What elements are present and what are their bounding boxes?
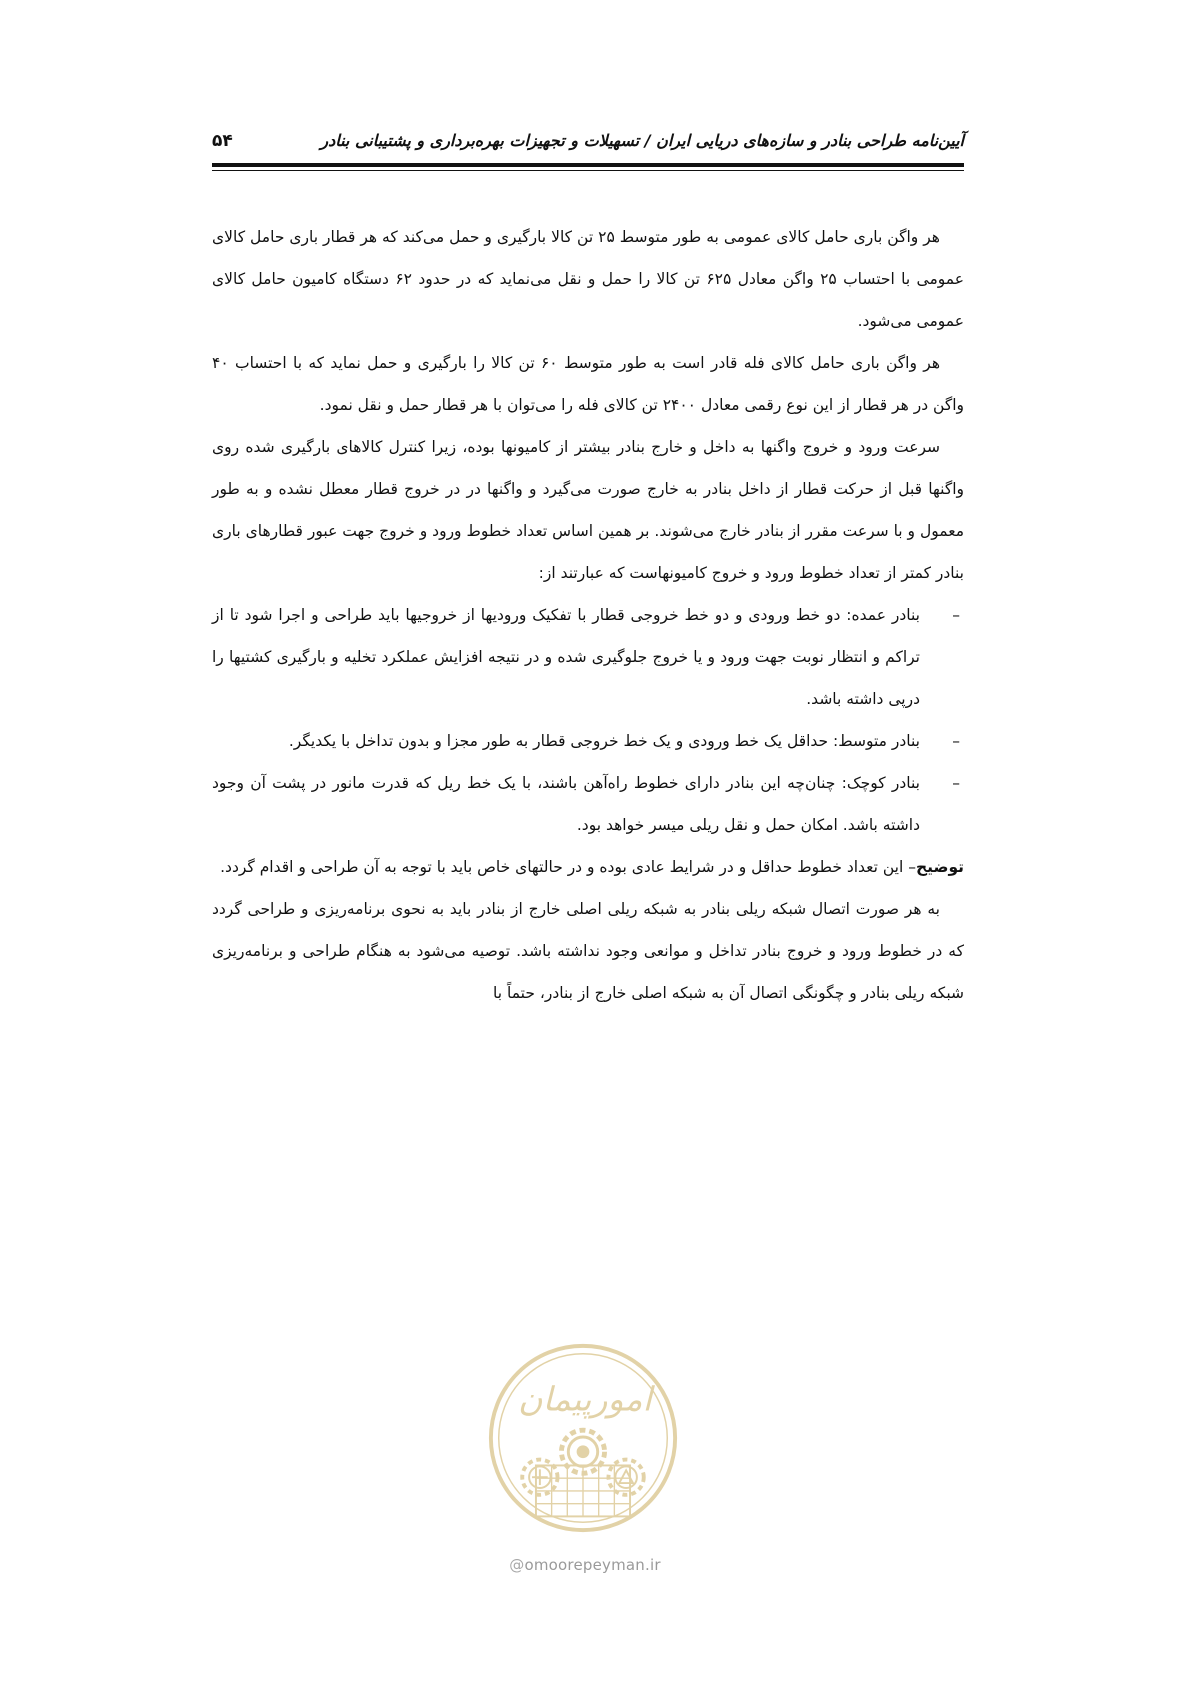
bullet-text: بنادر متوسط: حداقل یک خط ورودی و یک خط خروجی قطار به طور مجزا و بدون تداخل با یکدیگر. [288, 732, 920, 750]
note-separator: – [908, 858, 916, 876]
body-text [212, 216, 964, 1014]
bullet-dash: – [952, 606, 960, 624]
paragraph-rail-connection: به هر صورت اتصال شبکه ریلی بنادر به شبکه ریلی اصلی خارج از بنادر باید به نحوی برنامه‌ریزی و طراحی گردد که در خطوط ورود و خروج بنادر تداخل و موانعی وجود نداشته باشد. توصیه می‌شود به هنگام طراحی و برنامه‌ریزی شبکه ریلی بنادر و چگونگی اتصال آن به شبکه اصلی خارج از بنادر، حتماً با [212, 900, 964, 1002]
page-number: ۵۴ [212, 131, 233, 151]
bullet-small-ports [212, 762, 964, 846]
header-rule-thin [212, 170, 964, 171]
watermark-site [480, 1556, 690, 1574]
at-icon: @ [509, 1556, 525, 1574]
bullet-text: بنادر کوچک: چنان‌چه این بنادر دارای خطوط راه‌آهن باشند، با یک خط ریل که قدرت مانور در پشت آن وجود داشته باشد. امکان حمل و نقل ریلی میسر خواهد بود. [212, 774, 920, 834]
header-title: آیین‌نامه طراحی بنادر و سازه‌های دریایی ایران / تسهیلات و تجهیزات بهره‌برداری و پشتیبانی بنادر [320, 131, 964, 150]
bullet-medium-ports [212, 720, 964, 762]
paragraph-bulk-cargo-wagons: هر واگن باری حامل کالای فله قادر است به طور متوسط ۶۰ تن کالا را بارگیری و حمل نماید که با احتساب ۴۰ واگن در هر قطار از این نوع رقمی معادل ۲۴۰۰ تن کالای فله را می‌توان با هر قطار حمل و نقل نمود. [212, 354, 964, 414]
note-paragraph [212, 846, 964, 888]
watermark-url: omoorepeyman.ir [524, 1556, 661, 1574]
bullet-dash: – [952, 732, 960, 750]
watermark-logo [485, 1340, 681, 1536]
bullet-major-ports [212, 594, 964, 720]
logo-text: امورپیمان [518, 1379, 652, 1419]
header-rule-thick [212, 163, 964, 167]
running-header [212, 126, 964, 156]
note-text: این تعداد خطوط حداقل و در شرایط عادی بوده و در حالتهای خاص باید با توجه به آن طراحی و اقدام گردد. [220, 858, 909, 876]
bullet-text: بنادر عمده: دو خط ورودی و دو خط خروجی قطار با تفکیک ورودیها از خروجیها باید طراحی و اجرا شود تا از تراکم و انتظار نوبت جهت ورود و یا خروج جلوگیری شده و در نتیجه افزایش عملکرد تخلیه و بارگیری کشتیها را درپی داشته باشد. [212, 606, 920, 708]
note-label: توضیح [915, 858, 964, 876]
paragraph-general-cargo-wagons: هر واگن باری حامل کالای عمومی به طور متوسط ۲۵ تن کالا بارگیری و حمل می‌کند که هر قطار باری حامل کالای عمومی با احتساب ۲۵ واگن معادل ۶۲۵ تن کالا را حمل و نقل می‌نماید که در حدود ۶۲ دستگاه کامیون حامل کالای عمومی می‌شود. [212, 228, 964, 330]
bullet-dash: – [952, 774, 960, 792]
paragraph-entry-exit-speed: سرعت ورود و خروج واگنها به داخل و خارج بنادر بیشتر از کامیونها بوده، زیرا کنترل کالاهای بارگیری شده روی واگنها قبل از حرکت قطار از داخل بنادر به خارج صورت می‌گیرد و واگنها در در خروج قطار معطل نشده و به طور معمول و با سرعت مقرر از بنادر خارج می‌شوند. بر همین اساس تعداد خطوط ورود و خروج جهت عبور قطارهای باری بنادر کمتر از تعداد خطوط ورود و خروج کامیونهاست که عبارتند از: [212, 438, 964, 582]
